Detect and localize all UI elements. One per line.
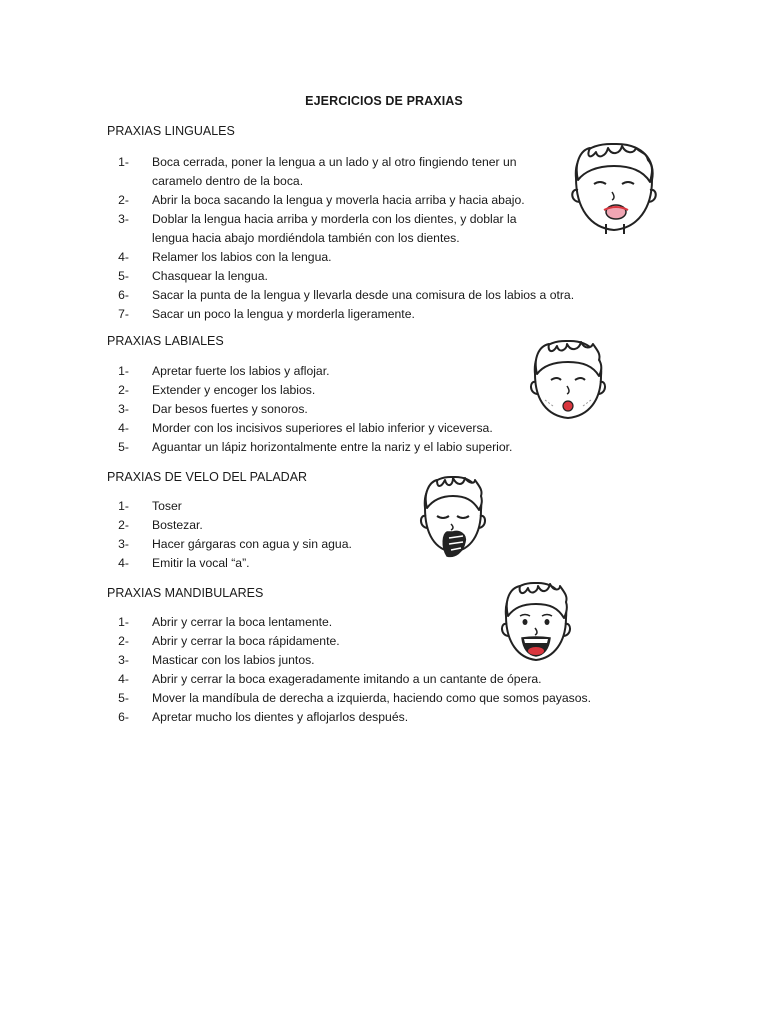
exercise-list [107,153,575,324]
item-text: Extender y encoger los labios. [152,383,316,397]
item-text: Bostezar. [152,518,203,532]
item-text: Emitir la vocal “a”. [152,556,250,570]
item-text: Apretar mucho los dientes y aflojarlos después. [152,710,409,724]
item-text: Toser [152,499,182,513]
list-item [107,419,567,438]
item-number: 1- [118,364,129,378]
item-number: 4- [118,556,129,570]
item-number: 1- [118,155,129,169]
exercise-list [107,497,407,573]
item-text: Sacar la punta de la lengua y llevarla desde una comisura de los labios a otra. [152,288,575,302]
list-item [107,535,407,554]
list-item [107,708,627,727]
item-text: Hacer gárgaras con agua y sin agua. [152,537,352,551]
item-number: 3- [118,402,129,416]
list-item [107,497,407,516]
section-heading: PRAXIAS LABIALES [107,334,224,348]
item-number: 4- [118,421,129,435]
item-number: 2- [118,193,129,207]
list-item [107,689,627,708]
list-item [107,438,567,457]
item-text: Mover la mandíbula de derecha a izquierda, haciendo como que somos payasos. [152,691,592,705]
face-open-mouth-icon [498,578,574,668]
item-number: 3- [118,537,129,551]
item-text: Dar besos fuertes y sonoros. [152,402,308,416]
section-heading: PRAXIAS DE VELO DEL PALADAR [107,470,308,484]
list-item [107,554,407,573]
list-item [107,305,547,324]
item-number: 1- [118,499,129,513]
item-number: 6- [118,288,129,302]
item-number: 3- [118,653,129,667]
item-text: Doblar la lengua hacia arriba y morderla con los dientes, y doblar la lengua hacia abajo mordiéndola también con los dientes. [152,212,517,245]
list-item [107,153,547,191]
face-licking-lips-icon [566,138,662,238]
item-text: Boca cerrada, poner la lengua a un lado y al otro fingiendo tener un caramelo dentro de la boca. [152,155,517,188]
list-item [107,286,607,305]
item-number: 2- [118,383,129,397]
item-text: Relamer los labios con la lengua. [152,250,332,264]
item-number: 4- [118,672,129,686]
item-number: 2- [118,634,129,648]
item-number: 5- [118,269,129,283]
list-item [107,248,547,267]
item-number: 4- [118,250,129,264]
section-heading: PRAXIAS LINGUALES [107,124,235,138]
item-text: Masticar con los labios juntos. [152,653,315,667]
item-text: Abrir y cerrar la boca exageradamente imitando a un cantante de ópera. [152,672,542,686]
item-text: Abrir y cerrar la boca rápidamente. [152,634,340,648]
list-item [107,362,567,381]
list-item [107,670,627,689]
page-title: EJERCICIOS DE PRAXIAS [305,94,463,108]
exercise-list [107,362,567,457]
section-praxias-velo-paladar [107,470,307,484]
item-text: Aguantar un lápiz horizontalmente entre la nariz y el labio superior. [152,440,513,454]
list-item [107,516,407,535]
item-number: 5- [118,691,129,705]
item-text: Abrir la boca sacando la lengua y moverla hacia arriba y hacia abajo. [152,193,525,207]
item-number: 5- [118,440,129,454]
item-number: 1- [118,615,129,629]
item-text: Abrir y cerrar la boca lentamente. [152,615,333,629]
section-praxias-linguales [107,124,235,138]
item-text: Sacar un poco la lengua y morderla ligeramente. [152,307,415,321]
item-number: 3- [118,212,129,226]
list-item [107,191,547,210]
section-heading: PRAXIAS MANDIBULARES [107,586,264,600]
list-item [107,210,547,248]
section-praxias-labiales [107,334,224,348]
item-text: Chasquear la lengua. [152,269,268,283]
list-item [107,267,547,286]
item-text: Apretar fuerte los labios y aflojar. [152,364,330,378]
item-number: 6- [118,710,129,724]
list-item [107,381,567,400]
item-number: 2- [118,518,129,532]
section-praxias-mandibulares [107,586,263,600]
item-number: 7- [118,307,129,321]
face-kissing-icon [527,336,609,426]
face-yawning-icon [417,472,489,560]
list-item [107,400,567,419]
item-text: Morder con los incisivos superiores el labio inferior y viceversa. [152,421,493,435]
